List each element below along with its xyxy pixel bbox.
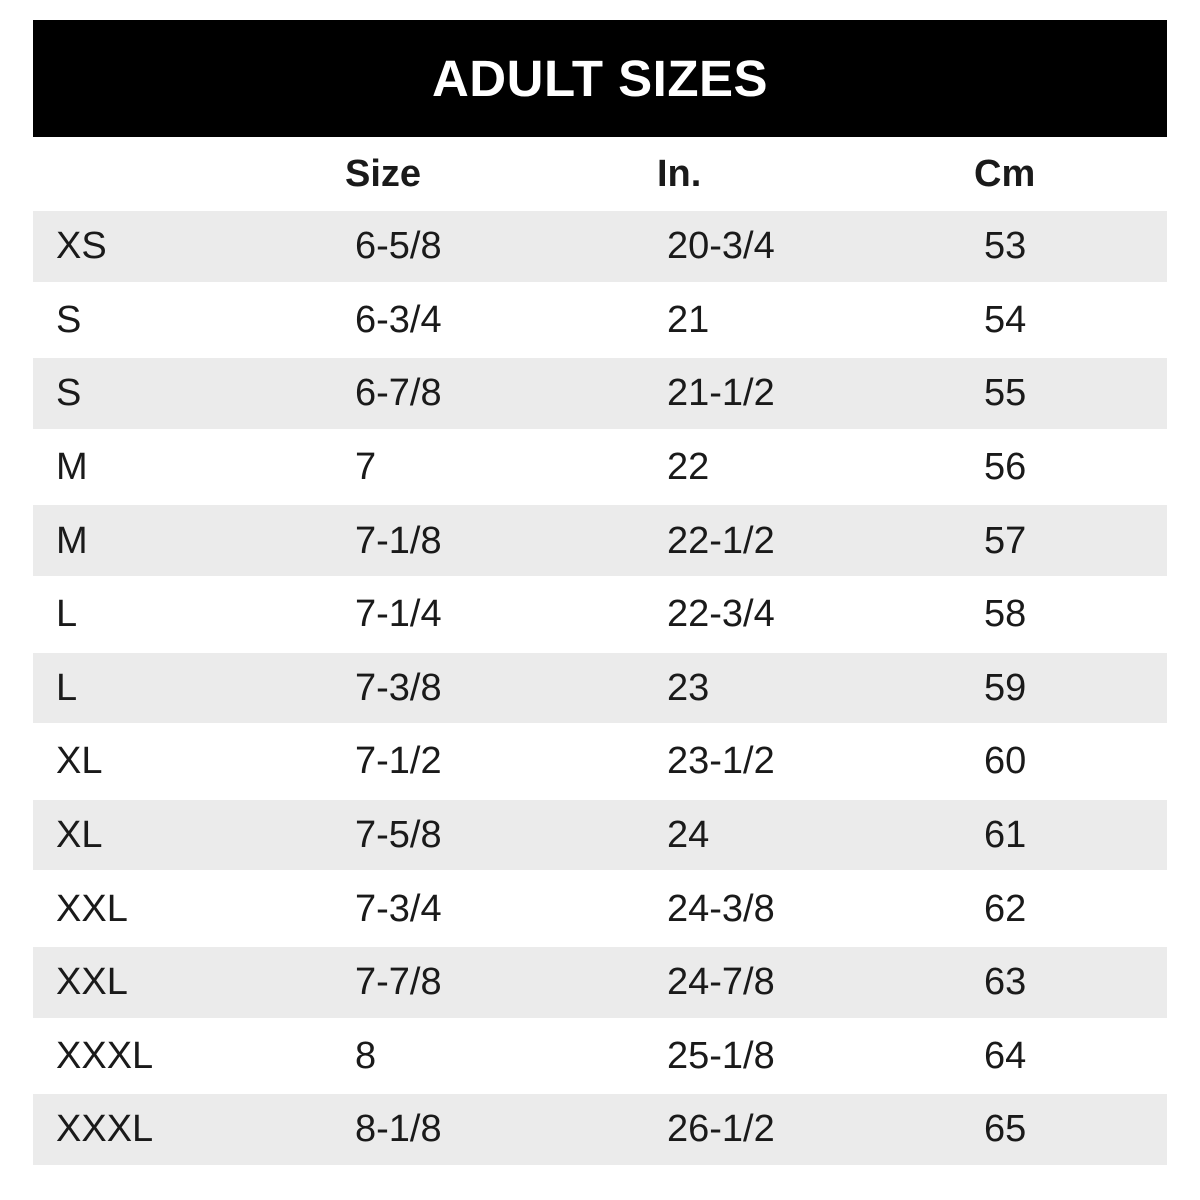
cell-size: 7-1/4 [355, 593, 442, 636]
cell-in: 21 [667, 298, 710, 341]
cell-label: L [56, 666, 78, 709]
table-body [33, 211, 1167, 1168]
cell-label: S [56, 298, 82, 341]
cell-size: 7-5/8 [355, 814, 442, 857]
cell-size: 6-5/8 [355, 225, 442, 268]
cell-size: 8 [355, 1034, 377, 1077]
cell-label: M [56, 446, 88, 489]
cell-size: 7-3/4 [355, 887, 442, 930]
cell-label: L [56, 593, 78, 636]
cell-in: 24-3/8 [667, 887, 775, 930]
cell-cm: 61 [984, 814, 1027, 857]
table-row [33, 358, 1167, 432]
table-row [33, 653, 1167, 727]
size-table [33, 137, 1167, 1168]
cell-label: XS [56, 225, 107, 268]
cell-size: 7-1/8 [355, 519, 442, 562]
cell-size: 7-3/8 [355, 666, 442, 709]
chart-title: ADULT SIZES [431, 50, 769, 107]
cell-cm: 55 [984, 372, 1027, 415]
cell-cm: 56 [984, 446, 1027, 489]
cell-label: XXL [56, 887, 128, 930]
cell-in: 24 [667, 814, 710, 857]
cell-label: M [56, 519, 88, 562]
cell-cm: 60 [984, 740, 1027, 783]
cell-cm: 63 [984, 961, 1027, 1004]
cell-in: 23-1/2 [667, 740, 775, 783]
table-row [33, 873, 1167, 947]
cell-size: 6-7/8 [355, 372, 442, 415]
cell-cm: 62 [984, 887, 1027, 930]
cell-cm: 54 [984, 298, 1027, 341]
header-in: In. [657, 153, 702, 195]
cell-in: 24-7/8 [667, 961, 775, 1004]
table-row [33, 947, 1167, 1021]
table-row [33, 800, 1167, 874]
cell-in: 22 [667, 446, 710, 489]
cell-size: 6-3/4 [355, 298, 442, 341]
cell-cm: 57 [984, 519, 1027, 562]
table-row [33, 579, 1167, 653]
cell-in: 22-1/2 [667, 519, 775, 562]
cell-cm: 53 [984, 225, 1027, 268]
cell-in: 21-1/2 [667, 372, 775, 415]
cell-size: 7-7/8 [355, 961, 442, 1004]
header-cm: Cm [974, 153, 1036, 195]
cell-cm: 59 [984, 666, 1027, 709]
cell-in: 22-3/4 [667, 593, 775, 636]
table-row [33, 1094, 1167, 1168]
cell-label: XL [56, 814, 103, 857]
cell-in: 20-3/4 [667, 225, 775, 268]
title-banner [33, 20, 1167, 137]
cell-in: 26-1/2 [667, 1108, 775, 1151]
table-row [33, 1021, 1167, 1095]
cell-size: 7-1/2 [355, 740, 442, 783]
cell-size: 8-1/8 [355, 1108, 442, 1151]
cell-in: 23 [667, 666, 710, 709]
table-header-row [33, 137, 1167, 211]
size-chart-page [33, 0, 1167, 1168]
header-size: Size [345, 153, 422, 195]
cell-in: 25-1/8 [667, 1034, 775, 1077]
table-row [33, 726, 1167, 800]
table-row [33, 285, 1167, 359]
cell-label: XXXL [56, 1034, 154, 1077]
table-row [33, 432, 1167, 506]
cell-cm: 65 [984, 1108, 1027, 1151]
cell-size: 7 [355, 446, 377, 489]
table-row [33, 211, 1167, 285]
table-row [33, 505, 1167, 579]
cell-cm: 64 [984, 1034, 1027, 1077]
cell-label: XXXL [56, 1108, 154, 1151]
cell-label: S [56, 372, 82, 415]
cell-label: XXL [56, 961, 128, 1004]
cell-cm: 58 [984, 593, 1027, 636]
cell-label: XL [56, 740, 103, 783]
